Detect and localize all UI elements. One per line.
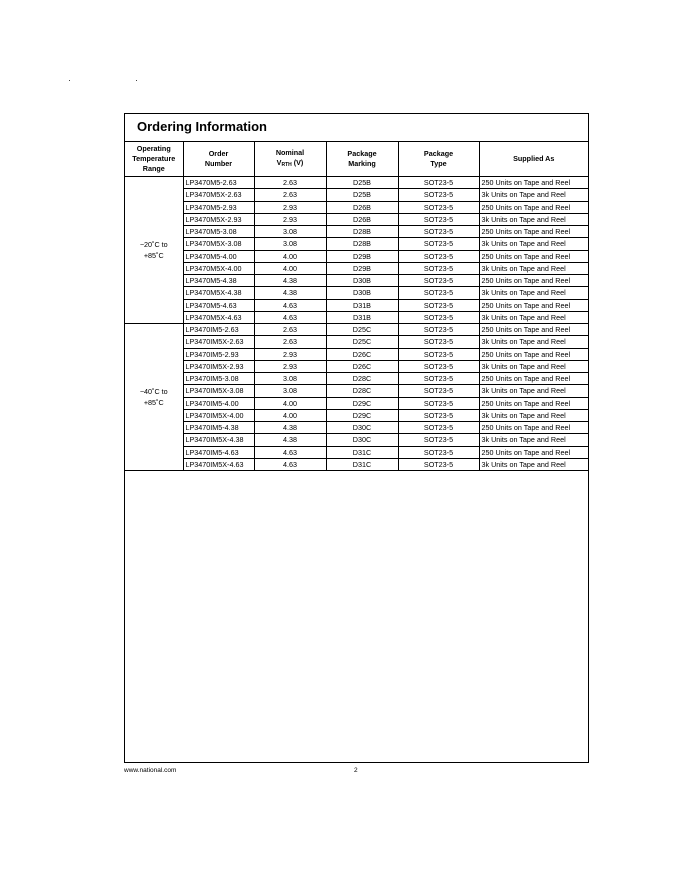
nominal-voltage-cell: 4.63 [254,299,326,311]
package-type-cell: SOT23-5 [398,177,479,189]
table-row [125,262,588,274]
package-type-cell: SOT23-5 [398,348,479,360]
package-marking-cell: D28B [326,238,398,250]
package-type-cell: SOT23-5 [398,446,479,458]
nominal-voltage-cell: 4.38 [254,287,326,299]
header-package-marking [326,142,398,177]
order-number-cell: LP3470M5-2.63 [183,177,254,189]
order-number-cell: LP3470IM5-3.08 [183,373,254,385]
nominal-voltage-cell: 2.63 [254,177,326,189]
package-marking-cell: D25C [326,324,398,336]
header-sub: RTH [281,162,292,168]
table-row [125,409,588,421]
table-body [125,177,588,471]
package-marking-cell: D31B [326,299,398,311]
supplied-as-cell: 250 Units on Tape and Reel [479,250,588,262]
table-row [125,446,588,458]
package-marking-cell: D29C [326,409,398,421]
package-type-cell: SOT23-5 [398,250,479,262]
table-row [125,299,588,311]
order-number-cell: LP3470IM5X-4.38 [183,434,254,446]
header-nominal-vrth [254,142,326,177]
table-row [125,348,588,360]
table-row [125,360,588,372]
table-row [125,373,588,385]
order-number-cell: LP3470M5X-4.00 [183,262,254,274]
package-marking-cell: D31C [326,458,398,470]
order-number-cell: LP3470IM5-4.00 [183,397,254,409]
package-marking-cell: D30C [326,422,398,434]
nominal-voltage-cell: 2.93 [254,201,326,213]
nominal-voltage-cell: 4.63 [254,311,326,323]
temperature-range-cell [125,177,183,324]
header-temperature-range [125,142,183,177]
package-type-cell: SOT23-5 [398,189,479,201]
ordering-information-box [124,113,589,763]
package-marking-cell: D26B [326,201,398,213]
table-row [125,397,588,409]
header-text: Supplied As [513,154,555,163]
nominal-voltage-cell: 2.63 [254,324,326,336]
temperature-range-text: −20˚C to [139,240,168,249]
header-supplied-as [479,142,588,177]
package-type-cell: SOT23-5 [398,201,479,213]
order-number-cell: LP3470M5X-2.63 [183,189,254,201]
temperature-range-text: +85˚C [143,398,164,407]
supplied-as-cell: 250 Units on Tape and Reel [479,373,588,385]
package-type-cell: SOT23-5 [398,226,479,238]
header-vrth [256,158,325,170]
nominal-voltage-cell: 3.08 [254,226,326,238]
table-row [125,189,588,201]
order-number-cell: LP3470IM5-4.38 [183,422,254,434]
header-text: Marking [348,159,376,168]
header-unit: (V) [291,158,304,167]
order-number-cell: LP3470IM5X-2.63 [183,336,254,348]
order-number-cell: LP3470M5X-4.63 [183,311,254,323]
header-text: Nominal [275,148,305,157]
page-number: 2 [354,767,358,774]
package-marking-cell: D30B [326,287,398,299]
package-type-cell: SOT23-5 [398,434,479,446]
header-text: Package [423,149,454,158]
nominal-voltage-cell: 2.63 [254,336,326,348]
package-marking-cell: D25B [326,189,398,201]
package-type-cell: SOT23-5 [398,213,479,225]
supplied-as-cell: 250 Units on Tape and Reel [479,348,588,360]
order-number-cell: LP3470M5X-4.38 [183,287,254,299]
package-marking-cell: D31C [326,446,398,458]
package-type-cell: SOT23-5 [398,373,479,385]
package-type-cell: SOT23-5 [398,324,479,336]
table-row [125,385,588,397]
package-marking-cell: D26C [326,360,398,372]
nominal-voltage-cell: 4.00 [254,250,326,262]
table-row [125,177,588,189]
order-number-cell: LP3470IM5X-2.93 [183,360,254,372]
package-type-cell: SOT23-5 [398,311,479,323]
package-type-cell: SOT23-5 [398,336,479,348]
table-row [125,238,588,250]
supplied-as-cell: 250 Units on Tape and Reel [479,299,588,311]
supplied-as-cell: 3k Units on Tape and Reel [479,189,588,201]
package-marking-cell: D25B [326,177,398,189]
nominal-voltage-cell: 4.38 [254,275,326,287]
supplied-as-cell: 3k Units on Tape and Reel [479,336,588,348]
package-type-cell: SOT23-5 [398,275,479,287]
order-number-cell: LP3470IM5-2.63 [183,324,254,336]
package-type-cell: SOT23-5 [398,238,479,250]
nominal-voltage-cell: 2.93 [254,348,326,360]
supplied-as-cell: 250 Units on Tape and Reel [479,177,588,189]
supplied-as-cell: 3k Units on Tape and Reel [479,409,588,421]
package-marking-cell: D28B [326,226,398,238]
supplied-as-cell: 250 Units on Tape and Reel [479,422,588,434]
header-text: Number [204,159,233,168]
supplied-as-cell: 250 Units on Tape and Reel [479,201,588,213]
table-row [125,250,588,262]
package-marking-cell: D25C [326,336,398,348]
package-type-cell: SOT23-5 [398,262,479,274]
table-row [125,213,588,225]
order-number-cell: LP3470M5-4.00 [183,250,254,262]
package-type-cell: SOT23-5 [398,299,479,311]
package-type-cell: SOT23-5 [398,287,479,299]
package-marking-cell: D29B [326,262,398,274]
header-text: Range [142,164,165,173]
table-row [125,201,588,213]
order-number-cell: LP3470IM5X-4.63 [183,458,254,470]
package-marking-cell: D26C [326,348,398,360]
package-type-cell: SOT23-5 [398,360,479,372]
nominal-voltage-cell: 4.00 [254,262,326,274]
ordering-table [125,142,588,471]
nominal-voltage-cell: 4.63 [254,446,326,458]
header-text: Temperature [132,154,176,163]
supplied-as-cell: 3k Units on Tape and Reel [479,287,588,299]
supplied-as-cell: 250 Units on Tape and Reel [479,226,588,238]
order-number-cell: LP3470M5-2.93 [183,201,254,213]
temperature-range-cell [125,324,183,471]
header-text: Operating [136,144,171,153]
section-header [125,114,588,142]
table-row [125,226,588,238]
supplied-as-cell: 250 Units on Tape and Reel [479,446,588,458]
nominal-voltage-cell: 2.63 [254,189,326,201]
temperature-range-text: −40˚C to [139,387,168,396]
order-number-cell: LP3470IM5X-4.00 [183,409,254,421]
package-marking-cell: D31B [326,311,398,323]
table-header-row [125,142,588,177]
package-marking-cell: D28C [326,385,398,397]
header-text: Type [430,159,447,168]
nominal-voltage-cell: 4.00 [254,397,326,409]
nominal-voltage-cell: 4.38 [254,434,326,446]
order-number-cell: LP3470M5X-2.93 [183,213,254,225]
nominal-voltage-cell: 4.63 [254,458,326,470]
table-row [125,434,588,446]
package-marking-cell: D30B [326,275,398,287]
nominal-voltage-cell: 4.38 [254,422,326,434]
header-order-number [183,142,254,177]
table-row [125,275,588,287]
package-type-cell: SOT23-5 [398,409,479,421]
package-type-cell: SOT23-5 [398,385,479,397]
supplied-as-cell: 3k Units on Tape and Reel [479,311,588,323]
supplied-as-cell: 3k Units on Tape and Reel [479,434,588,446]
supplied-as-cell: 3k Units on Tape and Reel [479,458,588,470]
table-row [125,422,588,434]
nominal-voltage-cell: 3.08 [254,373,326,385]
supplied-as-cell: 3k Units on Tape and Reel [479,238,588,250]
order-number-cell: LP3470M5-3.08 [183,226,254,238]
nominal-voltage-cell: 2.93 [254,360,326,372]
package-marking-cell: D28C [326,373,398,385]
supplied-as-cell: 250 Units on Tape and Reel [479,275,588,287]
order-number-cell: LP3470M5-4.63 [183,299,254,311]
package-marking-cell: D29C [326,397,398,409]
nominal-voltage-cell: 3.08 [254,385,326,397]
package-marking-cell: D30C [326,434,398,446]
order-number-cell: LP3470M5X-3.08 [183,238,254,250]
supplied-as-cell: 3k Units on Tape and Reel [479,360,588,372]
order-number-cell: LP3470IM5-4.63 [183,446,254,458]
header-text: Package [347,149,377,158]
table-row [125,336,588,348]
package-type-cell: SOT23-5 [398,397,479,409]
supplied-as-cell: 3k Units on Tape and Reel [479,385,588,397]
package-marking-cell: D29B [326,250,398,262]
section-title: Ordering Information [137,119,267,134]
table-row [125,287,588,299]
supplied-as-cell: 250 Units on Tape and Reel [479,324,588,336]
nominal-voltage-cell: 4.00 [254,409,326,421]
package-marking-cell: D26B [326,213,398,225]
header-package-type [398,142,479,177]
supplied-as-cell: 3k Units on Tape and Reel [479,213,588,225]
order-number-cell: LP3470IM5X-3.08 [183,385,254,397]
temperature-range-text: +85˚C [143,251,164,260]
table-row [125,324,588,336]
order-number-cell: LP3470IM5-2.93 [183,348,254,360]
nominal-voltage-cell: 2.93 [254,213,326,225]
footer-website: www.national.com [124,767,177,774]
header-text: Order [208,149,229,158]
order-number-cell: LP3470M5-4.38 [183,275,254,287]
nominal-voltage-cell: 3.08 [254,238,326,250]
supplied-as-cell: 3k Units on Tape and Reel [479,262,588,274]
table-row [125,311,588,323]
package-type-cell: SOT23-5 [398,422,479,434]
header-v: V [276,158,282,167]
package-type-cell: SOT23-5 [398,458,479,470]
table-row [125,458,588,470]
supplied-as-cell: 250 Units on Tape and Reel [479,397,588,409]
